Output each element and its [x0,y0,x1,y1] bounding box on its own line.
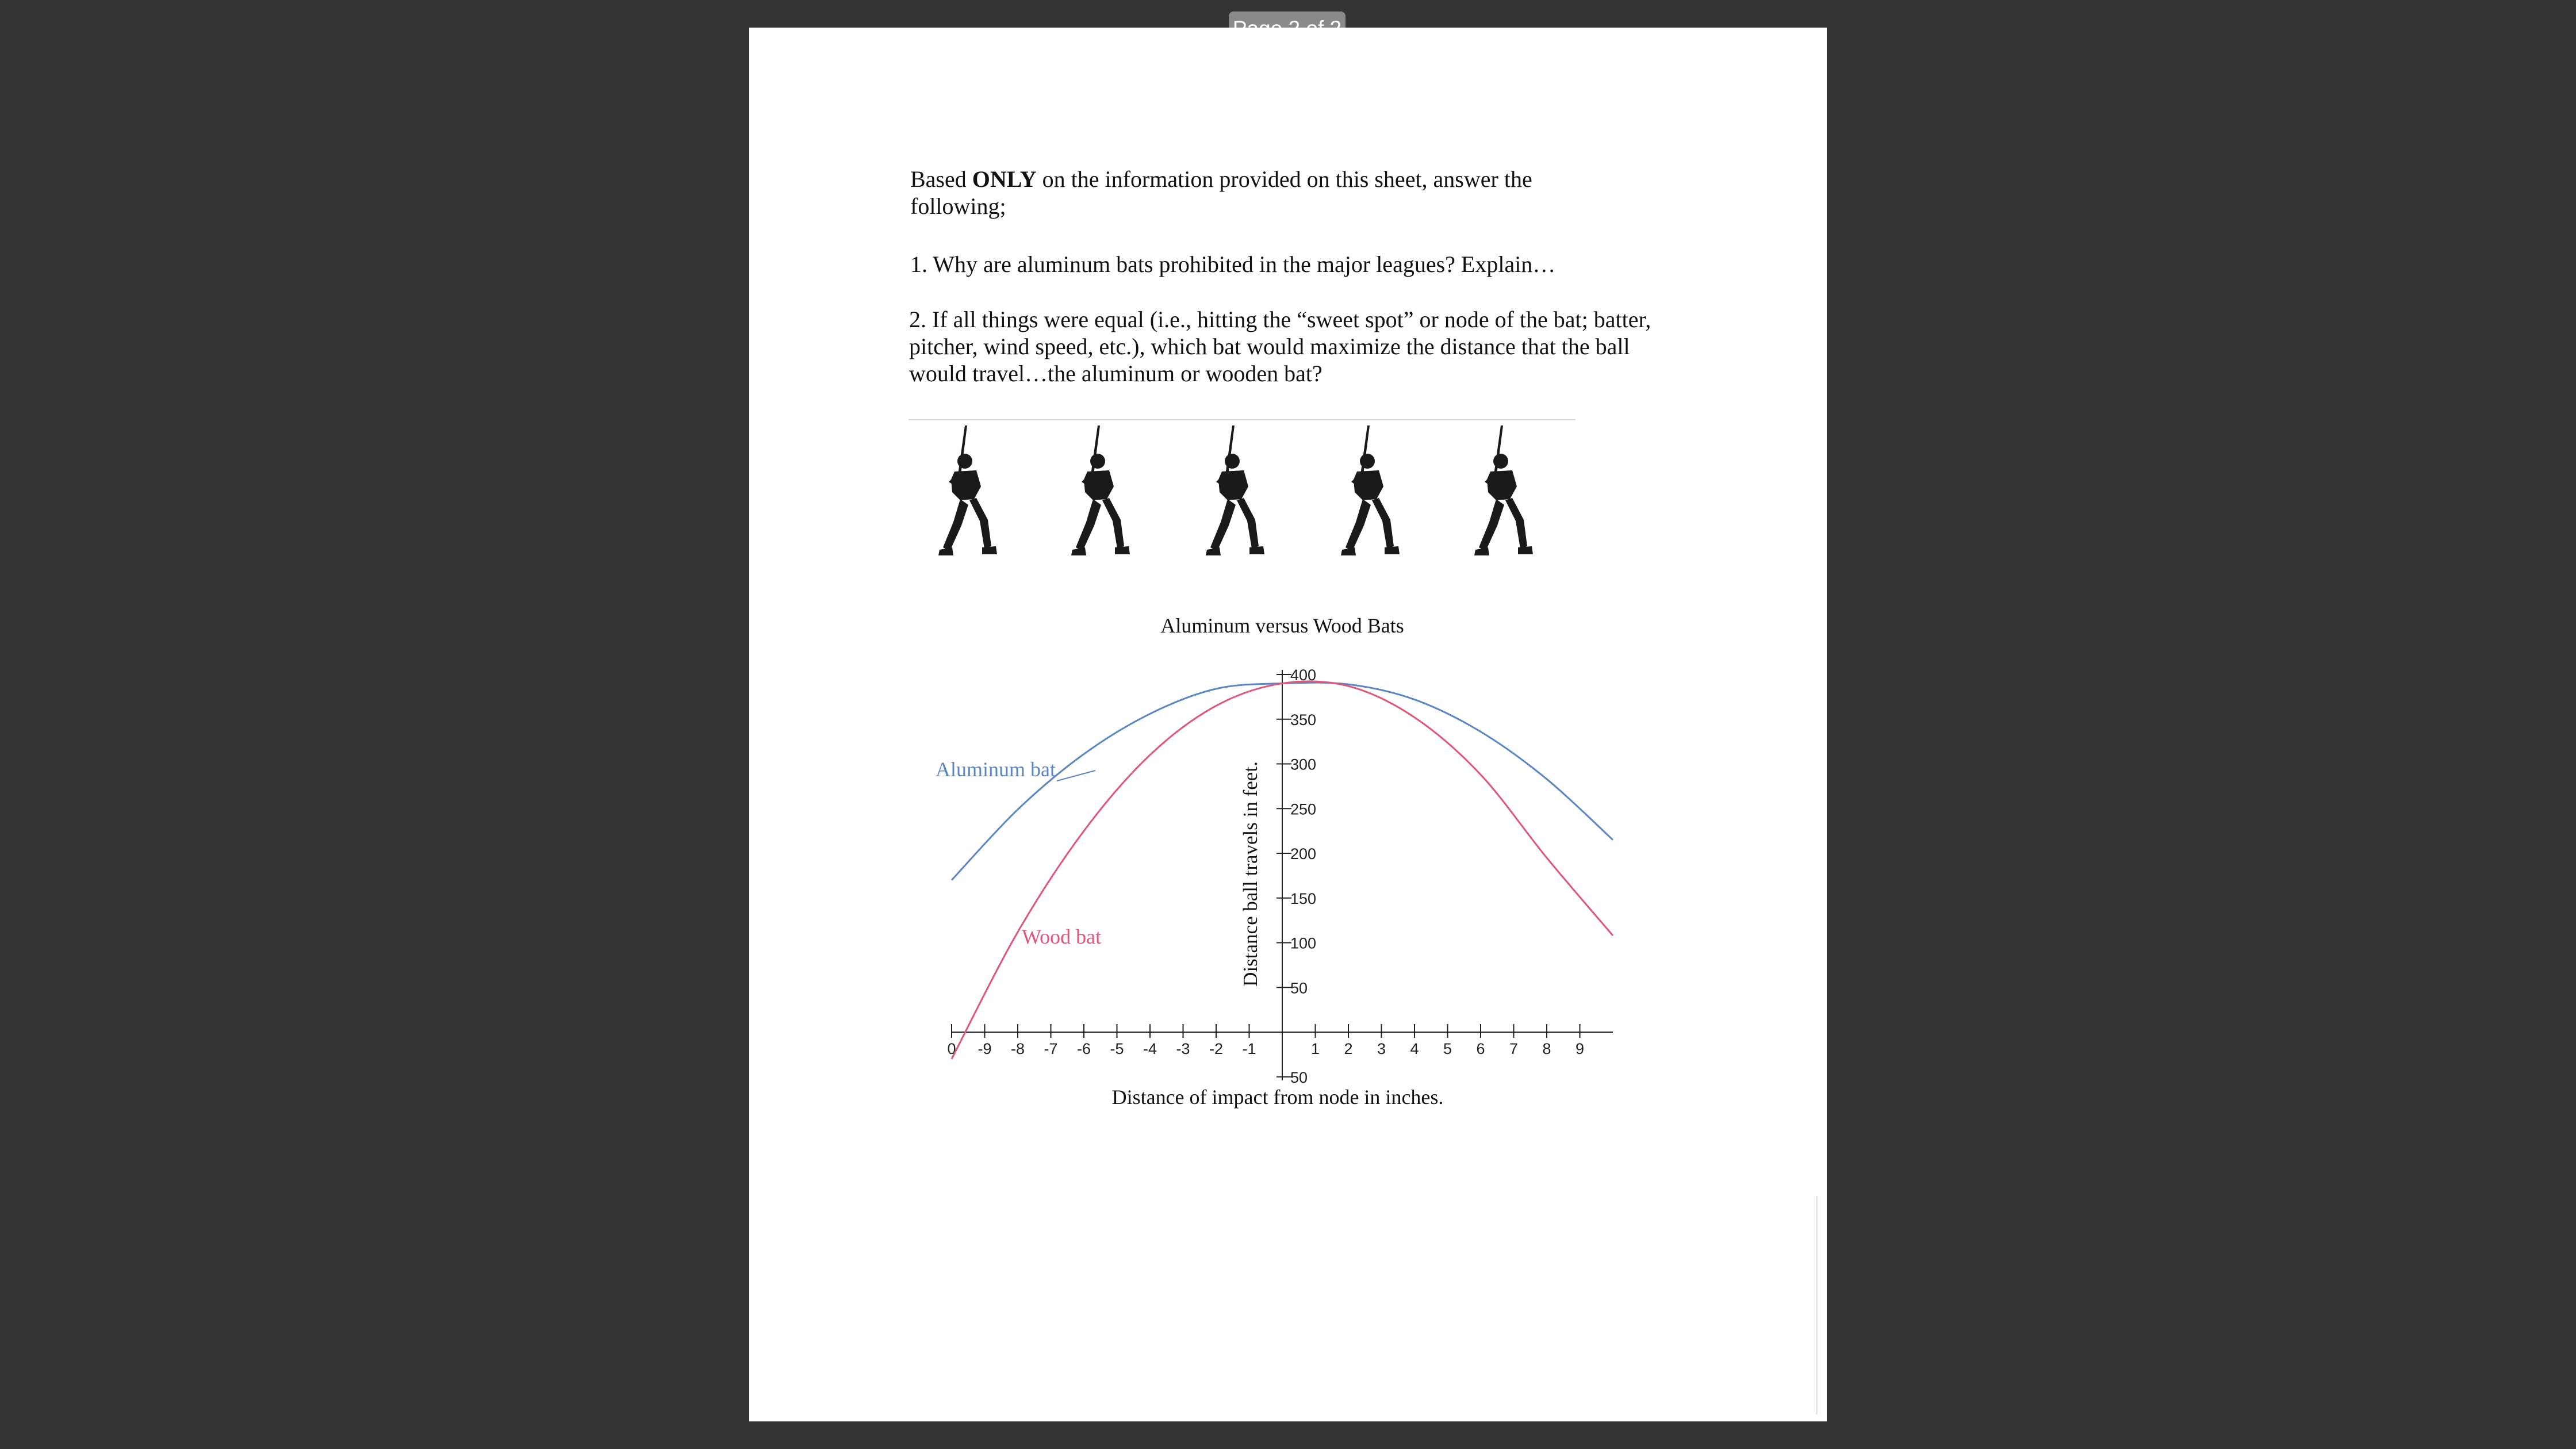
series-label: Aluminum bat [936,758,1056,781]
x-tick-label: -8 [1010,1040,1025,1057]
x-tick-label: 8 [1542,1040,1551,1057]
y-tick-label: 300 [1290,756,1317,773]
y-tick-label: 350 [1290,711,1317,729]
x-tick-label: -7 [1044,1040,1058,1057]
x-tick-label: -2 [1209,1040,1224,1057]
x-tick-label: 9 [1575,1040,1585,1057]
y-axis-label: Distance ball travels in feet. [1239,761,1262,987]
question-2: 2. If all things were equal (i.e., hitting the “sweet spot” or node of the bat; batter, pitcher, wind speed, etc.), which bat would maximize the distance that the ball would travel…the aluminum or wooden bat? [909,306,1651,386]
x-axis-label: Distance of impact from node in inches. [1111,1086,1444,1109]
x-tick-label: -1 [1242,1040,1256,1057]
x-tick-label: 0 [947,1040,956,1057]
intro-text: Based ONLY on the information provided on this sheet, answer the following; [910,166,1532,219]
intro-emphasis: ONLY [972,166,1037,192]
x-tick-label: -6 [1076,1040,1091,1057]
x-tick-label: 5 [1443,1040,1452,1057]
y-tick-label: 100 [1290,934,1317,952]
y-tick-label: 50 [1290,979,1308,997]
chart-axes [947,666,1613,1086]
series-label: Wood bat [1022,925,1102,948]
y-tick-label: 200 [1290,845,1317,862]
x-tick-label: -4 [1143,1040,1157,1057]
chart-title: Aluminum versus Wood Bats [1160,614,1404,637]
x-tick-label: -5 [1110,1040,1124,1057]
y-tick-label: 50 [1290,1068,1308,1086]
x-tick-label: 4 [1410,1040,1419,1057]
x-tick-label: 7 [1509,1040,1519,1057]
x-tick-label: -9 [977,1040,992,1057]
x-tick-label: 1 [1310,1040,1320,1057]
x-tick-label: 2 [1344,1040,1353,1057]
x-tick-label: 6 [1476,1040,1485,1057]
y-tick-label: 250 [1290,800,1317,818]
y-tick-label: 400 [1290,666,1317,684]
y-tick-label: 150 [1290,890,1317,907]
x-tick-label: -3 [1176,1040,1190,1057]
x-tick-label: 3 [1377,1040,1386,1057]
series-label-leader [1057,770,1095,781]
question-1: 1. Why are aluminum bats prohibited in the major leagues? Explain… [910,251,1556,277]
chart-series [936,681,1613,1059]
